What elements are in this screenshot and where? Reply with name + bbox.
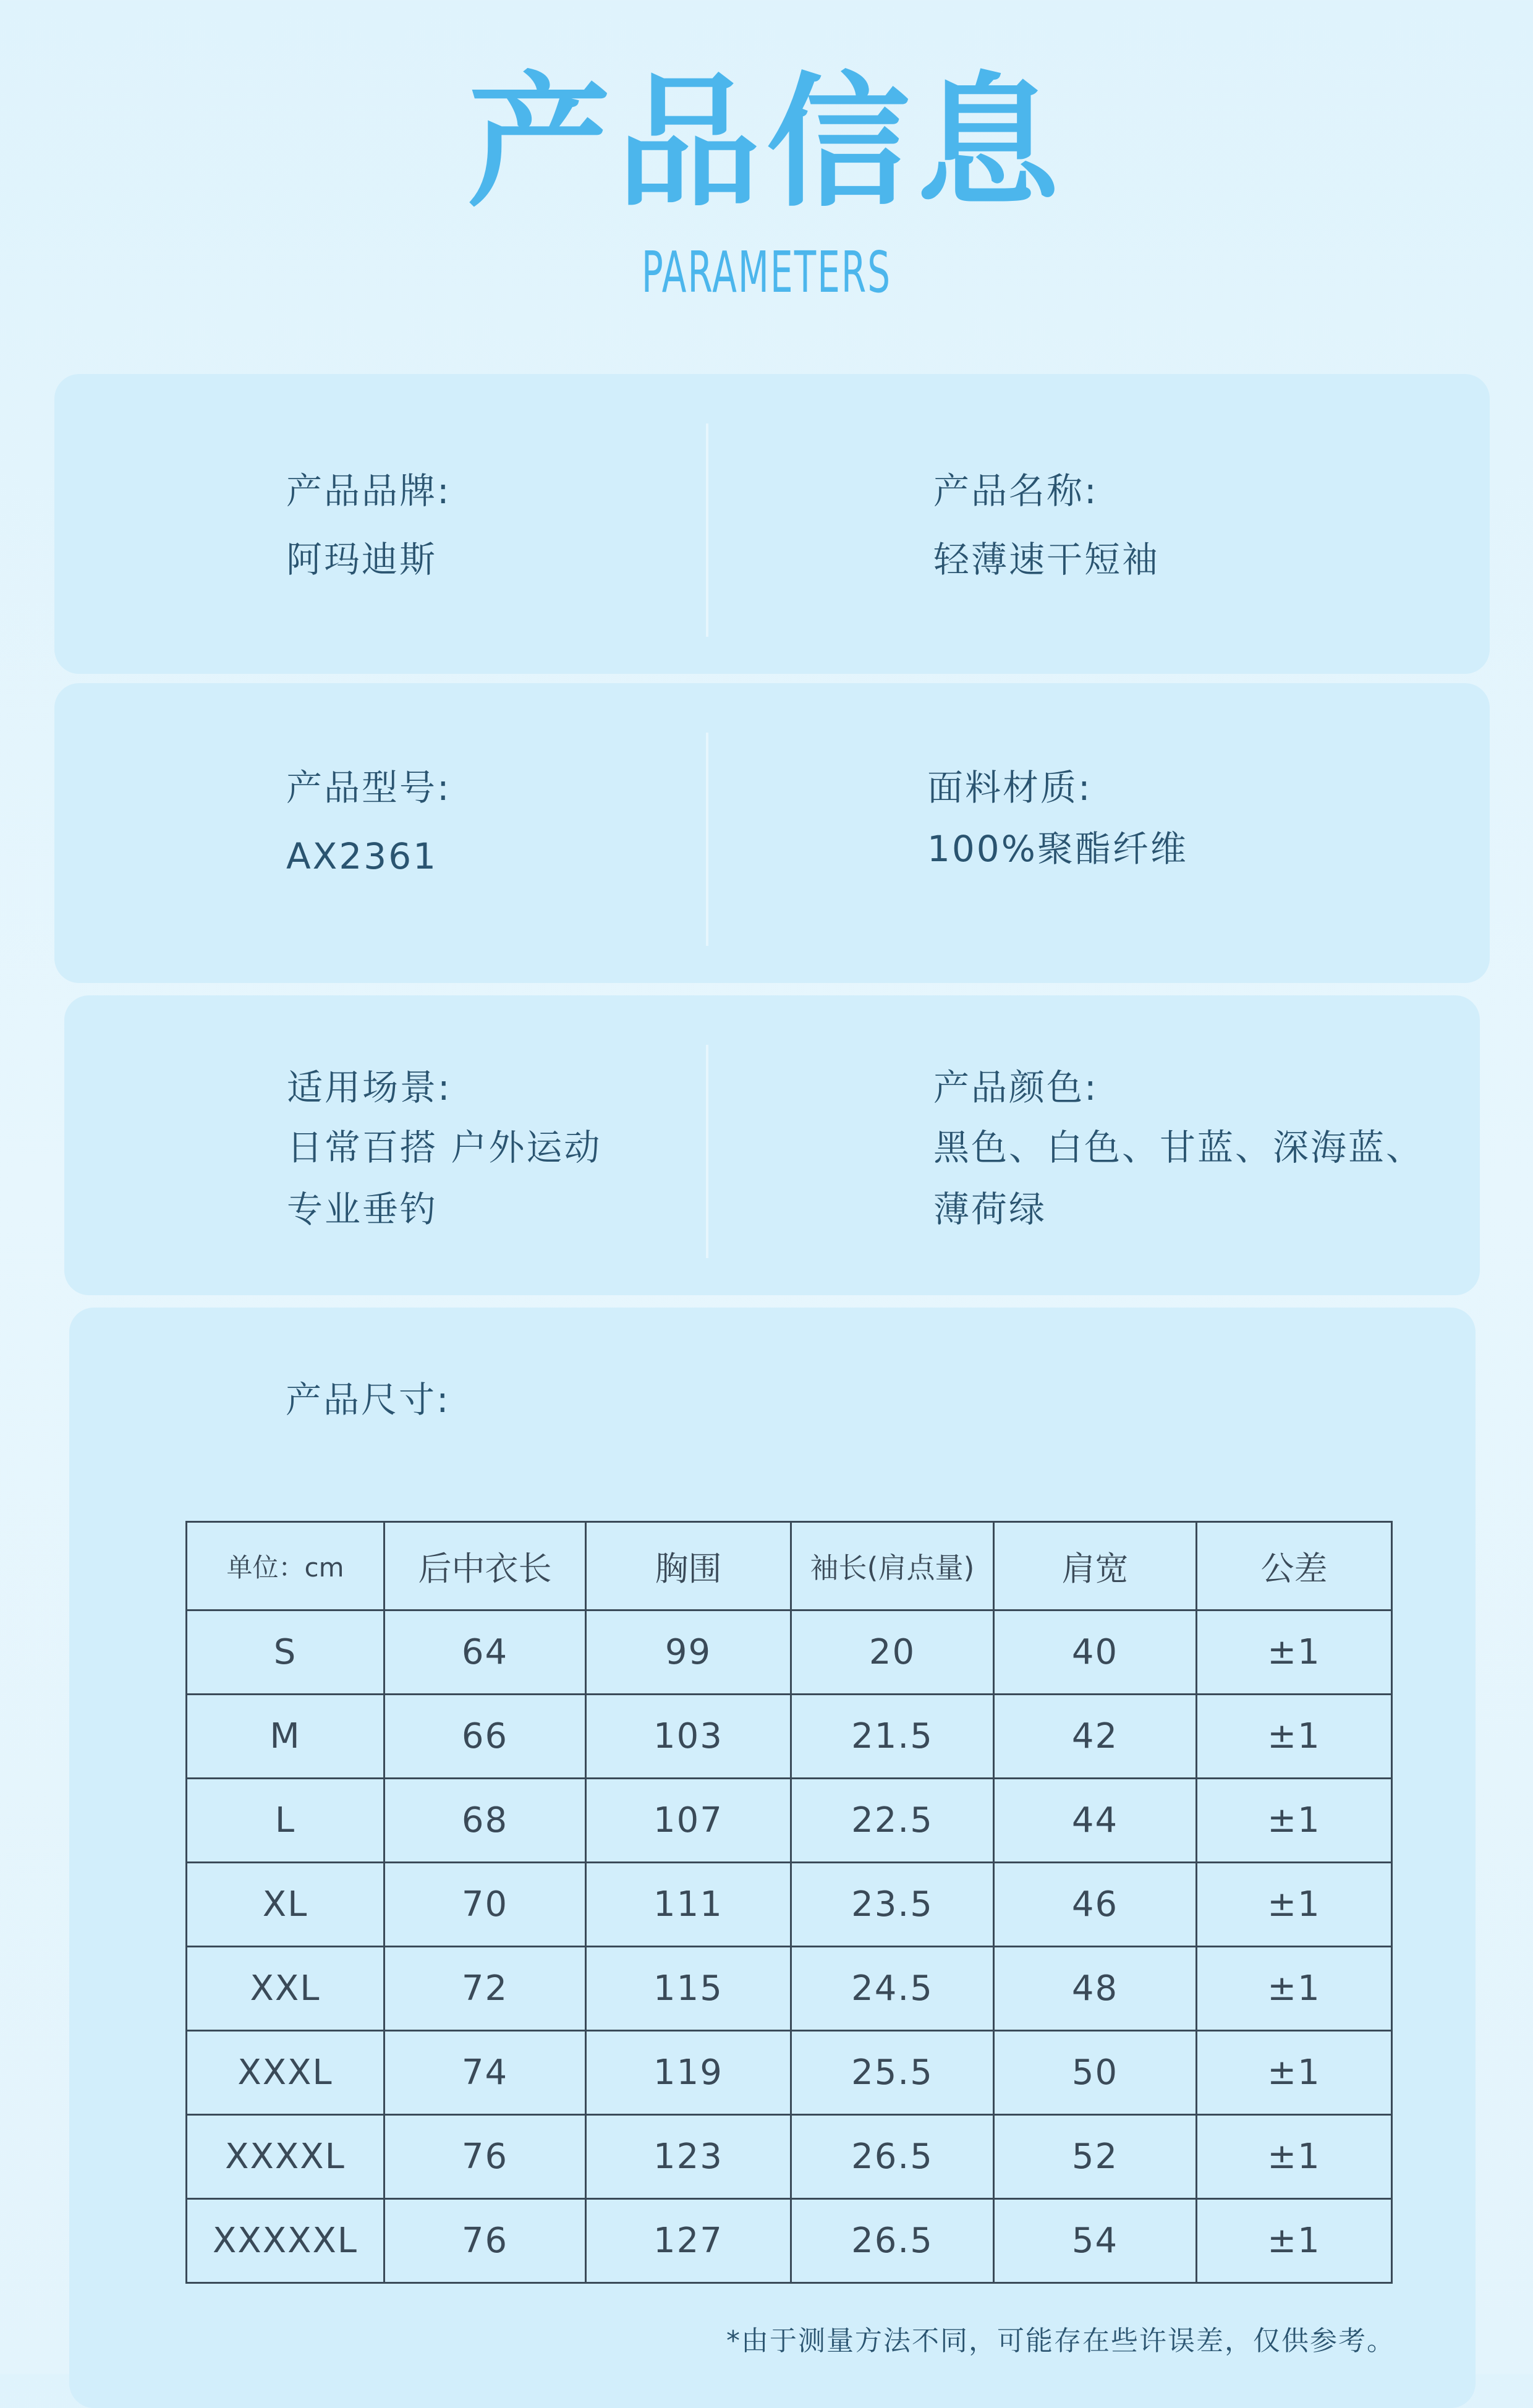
color-value-line2: 薄荷绿 (933, 1188, 1047, 1230)
measurement-footnote: *由于测量方法不同，可能存在些许误差，仅供参考。 (726, 2325, 1395, 2357)
info-card-model-material (54, 683, 1490, 983)
sleeve-length-cell: 24.5 (791, 1947, 994, 2031)
header-shoulder-width: 肩宽 (994, 1522, 1197, 1610)
card-divider (706, 423, 708, 637)
scene-value-line2: 专业垂钓 (287, 1188, 438, 1230)
shoulder-width-cell: 54 (994, 2199, 1197, 2283)
sleeve-length-cell: 26.5 (791, 2199, 994, 2283)
brand-value: 阿玛迪斯 (286, 538, 438, 581)
table-row (187, 1863, 1392, 1947)
size-table (185, 1521, 1393, 2284)
header-chest: 胸围 (586, 1522, 791, 1610)
material-field (927, 767, 1188, 882)
card-divider (706, 1045, 708, 1258)
chest-cell: 127 (586, 2199, 791, 2283)
brand-label: 产品品牌: (286, 470, 451, 512)
model-field (286, 767, 451, 889)
page-title: 产品信息 (467, 59, 1066, 226)
scene-label: 适用场景: (287, 1066, 452, 1108)
tolerance-cell: ±1 (1197, 1610, 1392, 1695)
chest-cell: 107 (586, 1779, 791, 1863)
header-back-length: 后中衣长 (384, 1522, 586, 1610)
chest-cell: 119 (586, 2031, 791, 2115)
sleeve-length-cell: 26.5 (791, 2115, 994, 2199)
back-length-cell: 74 (384, 2031, 586, 2115)
product-name-field (933, 470, 1160, 592)
size-cell: XXXL (187, 2031, 384, 2115)
brand-field (286, 470, 451, 592)
sleeve-length-cell: 23.5 (791, 1863, 994, 1947)
page-subtitle: PARAMETERS (641, 239, 892, 305)
color-value-line1: 黑色、白色、甘蓝、深海蓝、 (933, 1126, 1424, 1168)
back-length-cell: 64 (384, 1610, 586, 1695)
product-name-value: 轻薄速干短袖 (933, 538, 1160, 581)
sleeve-length-cell: 21.5 (791, 1695, 994, 1779)
back-length-cell: 72 (384, 1947, 586, 2031)
chest-cell: 99 (586, 1610, 791, 1695)
size-label: 产品尺寸: (286, 1379, 451, 1421)
header-sleeve-length: 袖长(肩点量) (791, 1522, 994, 1610)
chest-cell: 115 (586, 1947, 791, 2031)
shoulder-width-cell: 40 (994, 1610, 1197, 1695)
back-length-cell: 66 (384, 1695, 586, 1779)
size-cell: S (187, 1610, 384, 1695)
info-card-brand-name (54, 374, 1490, 674)
sleeve-length-cell: 25.5 (791, 2031, 994, 2115)
color-field (933, 1066, 1424, 1240)
shoulder-width-cell: 48 (994, 1947, 1197, 2031)
color-label: 产品颜色: (933, 1066, 1098, 1108)
size-cell: XXL (187, 1947, 384, 2031)
info-card-scene-color (64, 995, 1480, 1295)
table-row (187, 2031, 1392, 2115)
shoulder-width-cell: 52 (994, 2115, 1197, 2199)
tolerance-cell: ±1 (1197, 2115, 1392, 2199)
back-length-cell: 76 (384, 2115, 586, 2199)
tolerance-cell: ±1 (1197, 1947, 1392, 2031)
size-table-header-row (187, 1522, 1392, 1610)
shoulder-width-cell: 50 (994, 2031, 1197, 2115)
scene-field (287, 1066, 602, 1240)
model-value: AX2361 (286, 835, 438, 877)
material-value: 100%聚酯纤维 (927, 828, 1188, 870)
table-row (187, 1695, 1392, 1779)
size-cell: M (187, 1695, 384, 1779)
table-row (187, 2115, 1392, 2199)
sleeve-length-cell: 20 (791, 1610, 994, 1695)
tolerance-cell: ±1 (1197, 2031, 1392, 2115)
material-label: 面料材质: (927, 767, 1092, 809)
table-row (187, 2199, 1392, 2283)
table-row (187, 1779, 1392, 1863)
table-row (187, 1610, 1392, 1695)
header-tolerance: 公差 (1197, 1522, 1392, 1610)
chest-cell: 123 (586, 2115, 791, 2199)
sleeve-length-cell: 22.5 (791, 1779, 994, 1863)
shoulder-width-cell: 46 (994, 1863, 1197, 1947)
chest-cell: 111 (586, 1863, 791, 1947)
size-cell: XL (187, 1863, 384, 1947)
size-cell: XXXXXL (187, 2199, 384, 2283)
shoulder-width-cell: 42 (994, 1695, 1197, 1779)
back-length-cell: 76 (384, 2199, 586, 2283)
header-unit: 单位：cm (187, 1522, 384, 1610)
tolerance-cell: ±1 (1197, 1695, 1392, 1779)
card-divider (706, 733, 708, 946)
chest-cell: 103 (586, 1695, 791, 1779)
back-length-cell: 68 (384, 1779, 586, 1863)
tolerance-cell: ±1 (1197, 1779, 1392, 1863)
size-cell: L (187, 1779, 384, 1863)
product-name-label: 产品名称: (933, 470, 1098, 512)
model-label: 产品型号: (286, 767, 451, 809)
shoulder-width-cell: 44 (994, 1779, 1197, 1863)
size-cell: XXXXL (187, 2115, 384, 2199)
scene-value-line1: 日常百搭 户外运动 (287, 1126, 602, 1168)
size-card (69, 1308, 1476, 2408)
tolerance-cell: ±1 (1197, 1863, 1392, 1947)
back-length-cell: 70 (384, 1863, 586, 1947)
tolerance-cell: ±1 (1197, 2199, 1392, 2283)
table-row (187, 1947, 1392, 2031)
